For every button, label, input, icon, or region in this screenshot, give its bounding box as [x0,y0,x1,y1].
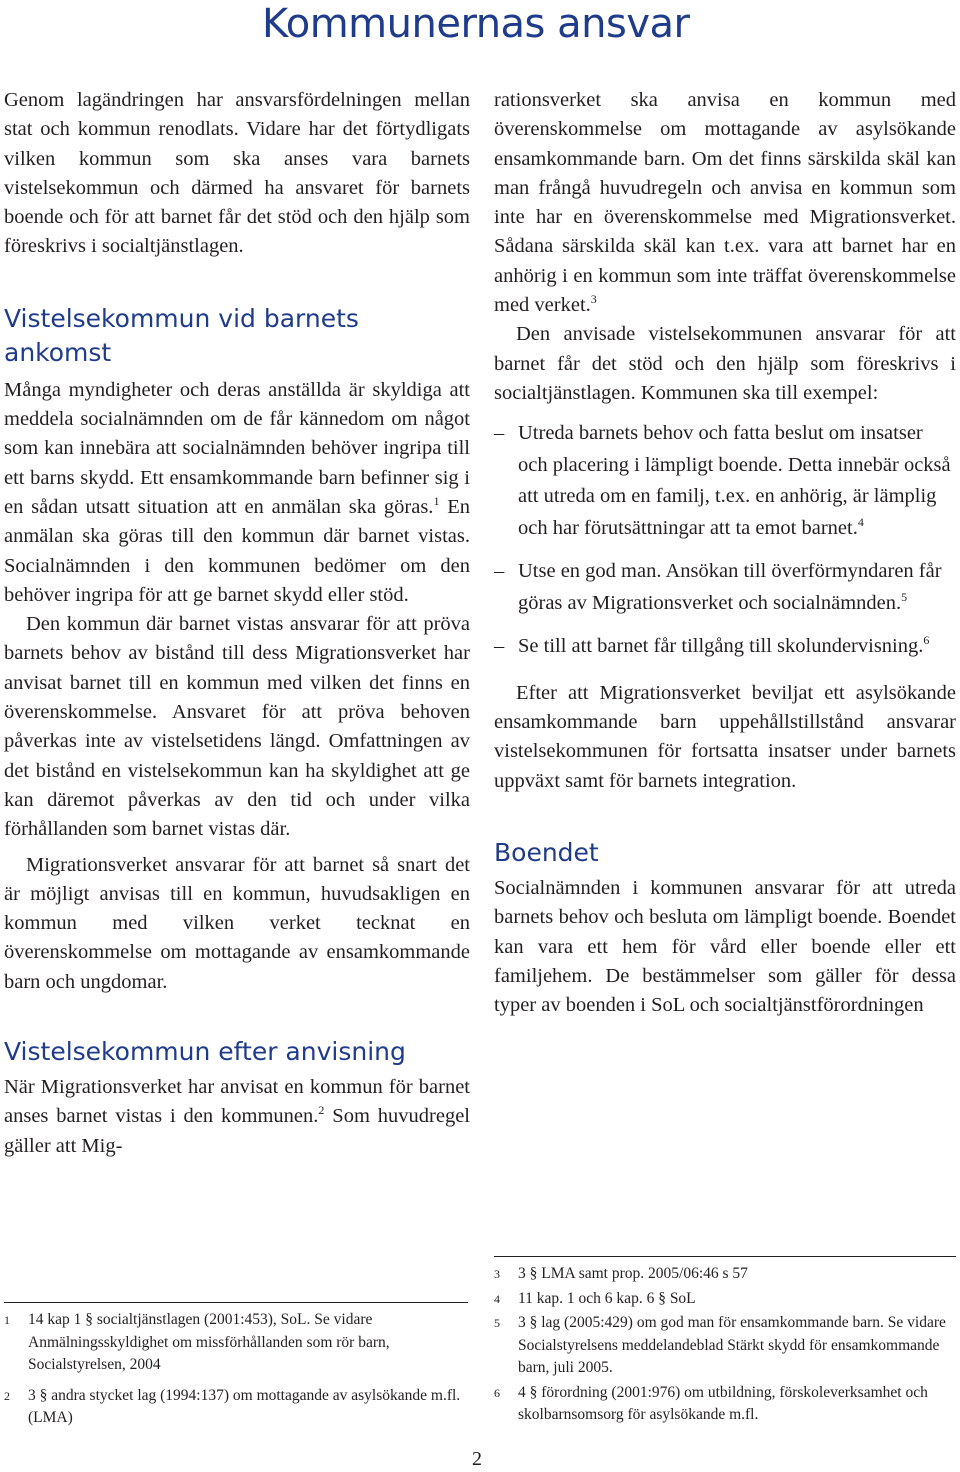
left-column [4,86,470,1161]
responsibility-list [494,418,956,663]
right-column [494,86,956,1020]
footnote-6: 6 4 § förordning (2001:976) om utbildning, förskoleverksamhet och skolbarnsomsorg för asylsökande m.fl. [494,1383,928,1423]
paragraph-anmalan: Många myndigheter och deras anställda är skyldiga att meddela socialnämnden om de får kännedom om något som kan innebära att socialnämnden behöver ingripa till ett barns skydd. Ett ensamkommande barn befinner sig i en sådan utsatt situation att en anmälan ska göras.$^1$ En anmälan ska göras till den kommun där barnet vistas. Socialnämnden i den kommunen bedömer om den behöver ingripa för att ge barnet skydd eller stöd. [4,378,470,606]
footnote-4: 4 11 kap. 1 och 6 kap. 6 § SoL [494,1289,696,1307]
footnote-ref-1: 1 [433,493,440,508]
right-footnotes [494,1256,956,1429]
footnote-divider [494,1256,956,1257]
list-item: – Utreda barnets behov och fatta beslut om insatser och placering i lämpligt boende. Detta innebär också att utreda om en familj, t.ex. en anhörig, är lämplig och har förutsättningar att ta emot barnet.$^4$ [494,422,951,539]
footnote-1: 1 14 kap 1 § socialtjänstlagen (2001:453), SoL. Se vidare Anmälningsskyldighet om missförhållanden som rör barn, Socialstyrelsen, 2004 [4,1311,390,1373]
footnote-5: 5 3 § lag (2005:429) om god man för ensamkommande barn. Se vidare Socialstyrelsens meddelandeblad Stärkt skydd för ensamkommande barn, juli 2005. [494,1314,946,1376]
intro-paragraph: Genom lagändringen har ansvarsfördelningen mellan stat och kommun renodlats. Vidare har det förtydligats vilken kommun som ska anses vara barnets vistelsekommun och därmed ha ansvaret för barnets boende och för att barnet får det stöd och den hjälp som föreskrivs i socialtjänstlagen. [4,89,470,258]
left-footnotes [4,1302,468,1432]
paragraph-anvisning: När Migrationsverket har anvisat en kommun för barnet anses barnet vistas i den kommunen.$^2$ Som huvudregel gäller att Mig- [4,1076,470,1157]
page-title: Kommunernas ansvar [262,1,690,47]
footnote-divider [4,1302,468,1303]
paragraph-anvisade-kommunen: Den anvisade vistelsekommunen ansvarar för att barnet får det stöd och den hjälp som föreskrivs i socialtjänstlagen. Kommunen ska till exempel: [494,323,956,404]
heading-boendet: Boendet [494,837,599,867]
paragraph-provning: Den kommun där barnet vistas ansvarar för att pröva barnets behov av bistånd till dess Migrationsverket har anvisat barnet till en kommun med vilken det finns en överenskommelse. Ansvaret för att pröva behoven påverkas inte av vistelsetidens längd. Omfattningen av det bistånd en vistelsekommun kan ha skyldighet att ge kan däremot påverkas av den tid och under vilka förhållanden som barnet vistas där. [4,613,470,841]
paragraph-migrationsverket: Migrationsverket ansvarar för att barnet så snart det är möjligt anvisas till en kommun, huvudsakligen en kommun med vilken verket tecknat en överenskommelse om mottagande av ensamkommande barn och ungdomar. [4,853,470,993]
paragraph-uppehallstillstand: Efter att Migrationsverket beviljat ett asylsökande ensamkommande barn uppehållstillstånd ansvarar vistelsekommunen för fortsatta insatser under barnets uppväxt samt för barnets integration. [494,681,956,792]
page-number: 2 [472,1448,482,1470]
footnote-2: 2 3 § andra stycket lag (1994:137) om mottagande av asylsökande m.fl. (LMA) [4,1386,461,1426]
list-item: – Se till att barnet får tillgång till skolundervisning.$^6$ [494,633,930,658]
list-item: – Utse en god man. Ansökan till överförmyndaren får göras av Migrationsverket och socialnämnden.$^5$ [494,560,942,614]
paragraph-anvisa-kommun: rationsverket ska anvisa en kommun med överenskommelse om mottagande av asylsökande ensamkommande barn. Om det finns särskilda skäl kan man frångå huvudregeln och anvisa en kommun som inte har en överenskommelse med Migrationsverket. Sådana särskilda skäl kan t.ex. vara att barnet har en anhörig i en kommun som inte träffat överenskommelse med verket.$^3$ [494,89,956,317]
heading-vistelsekommun-anvisning: Vistelsekommun efter anvisning [4,1037,406,1067]
footnote-ref-2: 2 [318,1103,325,1118]
heading-vistelsekommun-ankomst: Vistelsekommun vid barnets ankomst [4,303,359,367]
footnote-ref-3: 3 [590,292,597,307]
footnote-3: 3 3 § LMA samt prop. 2005/06:46 s 57 [494,1265,748,1282]
paragraph-boendet: Socialnämnden i kommunen ansvarar för att utreda barnets behov och besluta om lämpligt boende. Boendet kan vara ett hem för vård eller boende eller ett familjehem. De bestämmelser som gäller för dessa typer av boenden i SoL och socialtjänstförordningen [494,876,956,1017]
